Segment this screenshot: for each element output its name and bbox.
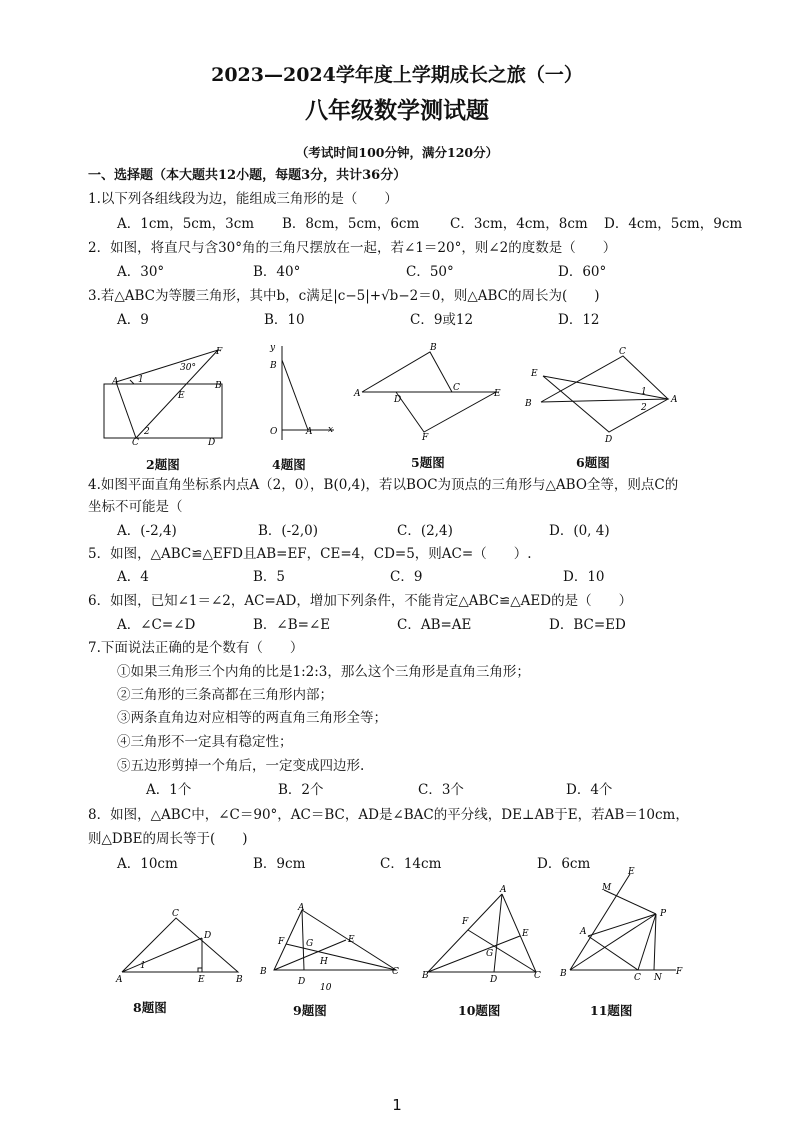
q7-statement-5: ⑤五边形剪掉一个角后，一定变成四边形.	[117, 758, 365, 774]
fig8-label-c: C	[172, 909, 179, 919]
fig11-label-m: M	[602, 883, 612, 893]
fig10-label-c: C	[534, 971, 541, 981]
fig11-label-c: C	[634, 973, 641, 983]
caption-fig6: 6题图	[576, 455, 610, 470]
fig5-label-d: D	[394, 395, 402, 405]
fig8-label-e: E	[198, 975, 205, 985]
fig8-label-a: A	[116, 975, 123, 985]
q5-option-b: B．5	[253, 569, 286, 585]
fig11-label-e: E	[628, 867, 635, 877]
q7-statement-4: ④三角形不一定具有稳定性；	[117, 734, 293, 750]
q1-option-b: B．8cm，5cm，6cm	[282, 216, 420, 232]
fig9-label-f: F	[278, 937, 285, 947]
fig5-label-e: E	[494, 389, 501, 399]
section-heading: 一、选择题（本大题共12小题，每题3分，共计36分）	[88, 168, 407, 183]
fig10-label-d: D	[490, 975, 498, 985]
q1-option-c: C．3cm，4cm，8cm	[450, 216, 588, 232]
q4-option-d: D．(0, 4)	[549, 523, 610, 539]
figure-q10	[420, 886, 550, 986]
caption-fig9: 9题图	[293, 1003, 327, 1018]
fig6-label-e: E	[531, 369, 538, 379]
question-8-stem-line2: 则△DBE的周长等于( )	[88, 831, 248, 847]
q7-option-d: D．4个	[566, 782, 613, 798]
question-3-stem: 3.若△ABC为等腰三角形，其中b，c满足|c−5|+√b−2＝0，则△ABC的周长为( )	[88, 288, 600, 304]
question-4-stem-line1: 4.如图平面直角坐标系内点A（2，0），B(0,4)，若以BOC为顶点的三角形与△ABO全等，则点C的	[88, 477, 679, 493]
caption-fig10: 10题图	[458, 1003, 501, 1018]
fig9-label-10: 10	[320, 983, 332, 993]
fig5-label-a: A	[354, 389, 361, 399]
fig9-label-a: A	[298, 903, 305, 913]
fig5-label-c: C	[453, 383, 460, 393]
fig8-label-d: D	[204, 931, 212, 941]
q2-option-c: C．50°	[406, 264, 454, 280]
q5-option-d: D．10	[563, 569, 605, 585]
caption-fig4: 4题图	[272, 457, 306, 472]
figure-q2	[100, 342, 230, 447]
q7-statement-3: ③两条直角边对应相等的两直角三角形全等；	[117, 710, 387, 726]
q4-option-c: C．(2,4)	[397, 523, 453, 539]
fig9-label-c: C	[392, 967, 399, 977]
q7-statement-1: ①如果三角形三个内角的比是1:2:3，那么这个三角形是直角三角形；	[117, 664, 530, 680]
fig4-label-a: A	[306, 427, 313, 437]
q8-option-d: D．6cm	[537, 856, 591, 872]
figure-q6	[523, 342, 683, 447]
fig11-label-f: F	[676, 967, 683, 977]
question-8-stem-line1: 8．如图，△ABC中，∠C＝90°，AC＝BC，AD是∠BAC的平分线，DE⊥AB于E，若AB＝10cm，	[88, 807, 689, 823]
q6-option-c: C．AB=AE	[397, 617, 472, 633]
q6-option-b: B．∠B=∠E	[253, 617, 331, 633]
fig2-label-d: D	[208, 438, 216, 448]
figure-q9	[258, 904, 408, 994]
fig11-label-a: A	[580, 927, 587, 937]
fig4-label-y: y	[270, 343, 276, 353]
fig4-label-b: B	[270, 361, 277, 371]
q6-option-a: A．∠C=∠D	[117, 617, 196, 633]
fig6-label-c: C	[619, 347, 626, 357]
q6-option-d: D．BC=ED	[549, 617, 626, 633]
fig10-label-e: E	[522, 929, 529, 939]
fig2-label-angle2: 2	[144, 427, 150, 437]
fig8-label-angle1: 1	[140, 961, 146, 971]
fig9-label-d: D	[298, 977, 306, 987]
q7-option-b: B．2个	[278, 782, 324, 798]
q2-option-d: D．60°	[558, 264, 607, 280]
q8-option-b: B．9cm	[253, 856, 306, 872]
fig11-label-n: N	[654, 973, 662, 983]
fig11-label-p: P	[660, 909, 667, 919]
q3-option-b: B．10	[264, 312, 305, 328]
figure-q11	[558, 868, 698, 984]
fig10-label-b: B	[422, 971, 429, 981]
fig6-label-angle1: 1	[641, 387, 647, 397]
question-6-stem: 6．如图，已知∠1＝∠2，AC=AD，增加下列条件，不能肯定△ABC≌△AED的是（ ）	[88, 593, 633, 609]
q3-option-a: A．9	[117, 312, 149, 328]
fig2-label-angle1: 1	[138, 375, 144, 385]
fig2-label-e: E	[178, 391, 185, 401]
q4-option-b: B．(-2,0)	[258, 523, 318, 539]
fig6-label-b: B	[525, 399, 532, 409]
question-2-stem: 2．如图，将直尺与含30°角的三角尺摆放在一起，若∠1＝20°，则∠2的度数是（ ）	[88, 240, 617, 256]
fig9-label-g: G	[306, 939, 314, 949]
fig2-label-a: A	[112, 377, 119, 387]
fig4-label-x: x	[328, 425, 334, 435]
fig5-label-f: F	[422, 433, 429, 443]
figure-q4	[262, 342, 340, 447]
q7-option-c: C．3个	[418, 782, 464, 798]
figure-q8	[114, 906, 244, 984]
caption-fig11: 11题图	[590, 1003, 633, 1018]
fig9-label-b: B	[260, 967, 267, 977]
fig10-label-a: A	[500, 885, 507, 895]
fig6-label-a: A	[671, 395, 678, 405]
fig10-label-g: G	[486, 949, 494, 959]
q5-option-c: C．9	[390, 569, 423, 585]
caption-fig8: 8题图	[133, 1000, 167, 1015]
fig2-label-b: B	[215, 381, 222, 391]
exam-subtitle: （考试时间100分钟，满分120分）	[295, 145, 499, 160]
fig10-label-f: F	[462, 917, 469, 927]
exam-title: 八年级数学测试题	[305, 97, 489, 124]
question-1-stem: 1.以下列各组线段为边，能组成三角形的是（ ）	[88, 191, 398, 207]
q1-option-a: A．1cm，5cm，3cm	[117, 216, 255, 232]
fig6-label-d: D	[605, 435, 613, 445]
fig2-label-f: F	[216, 347, 223, 357]
fig9-label-e: E	[348, 935, 355, 945]
q3-option-d: D．12	[558, 312, 600, 328]
fig2-label-30deg: 30°	[180, 363, 196, 373]
q2-option-a: A．30°	[117, 264, 165, 280]
fig5-label-b: B	[430, 343, 437, 353]
fig2-label-c: C	[132, 438, 139, 448]
q2-option-b: B．40°	[253, 264, 301, 280]
q5-option-a: A．4	[117, 569, 149, 585]
q3-option-c: C．9或12	[410, 312, 474, 328]
exam-title-year: 2023—2024学年度上学期成长之旅（一）	[211, 64, 583, 86]
q1-option-d: D．4cm，5cm，9cm	[604, 216, 743, 232]
fig6-label-angle2: 2	[641, 403, 647, 413]
caption-fig2: 2题图	[146, 457, 180, 472]
q7-statement-2: ②三角形的三条高都在三角形内部；	[117, 687, 333, 703]
question-4-stem-line2: 坐标不可能是（	[88, 499, 183, 515]
q8-option-c: C．14cm	[380, 856, 442, 872]
fig9-label-h: H	[320, 957, 328, 967]
figure-q5	[352, 342, 507, 447]
page-number: 1	[392, 1096, 402, 1114]
caption-fig5: 5题图	[411, 455, 445, 470]
fig11-label-b: B	[560, 969, 567, 979]
fig4-label-o: O	[270, 427, 278, 437]
q4-option-a: A．(-2,4)	[117, 523, 177, 539]
q8-option-a: A．10cm	[117, 856, 178, 872]
fig8-label-b: B	[236, 975, 243, 985]
question-7-stem: 7.下面说法正确的是个数有（ ）	[88, 640, 304, 656]
q7-option-a: A．1个	[146, 782, 192, 798]
question-5-stem: 5．如图，△ABC≌△EFD且AB=EF，CE=4，CD=5，则AC=（ ）.	[88, 546, 532, 562]
